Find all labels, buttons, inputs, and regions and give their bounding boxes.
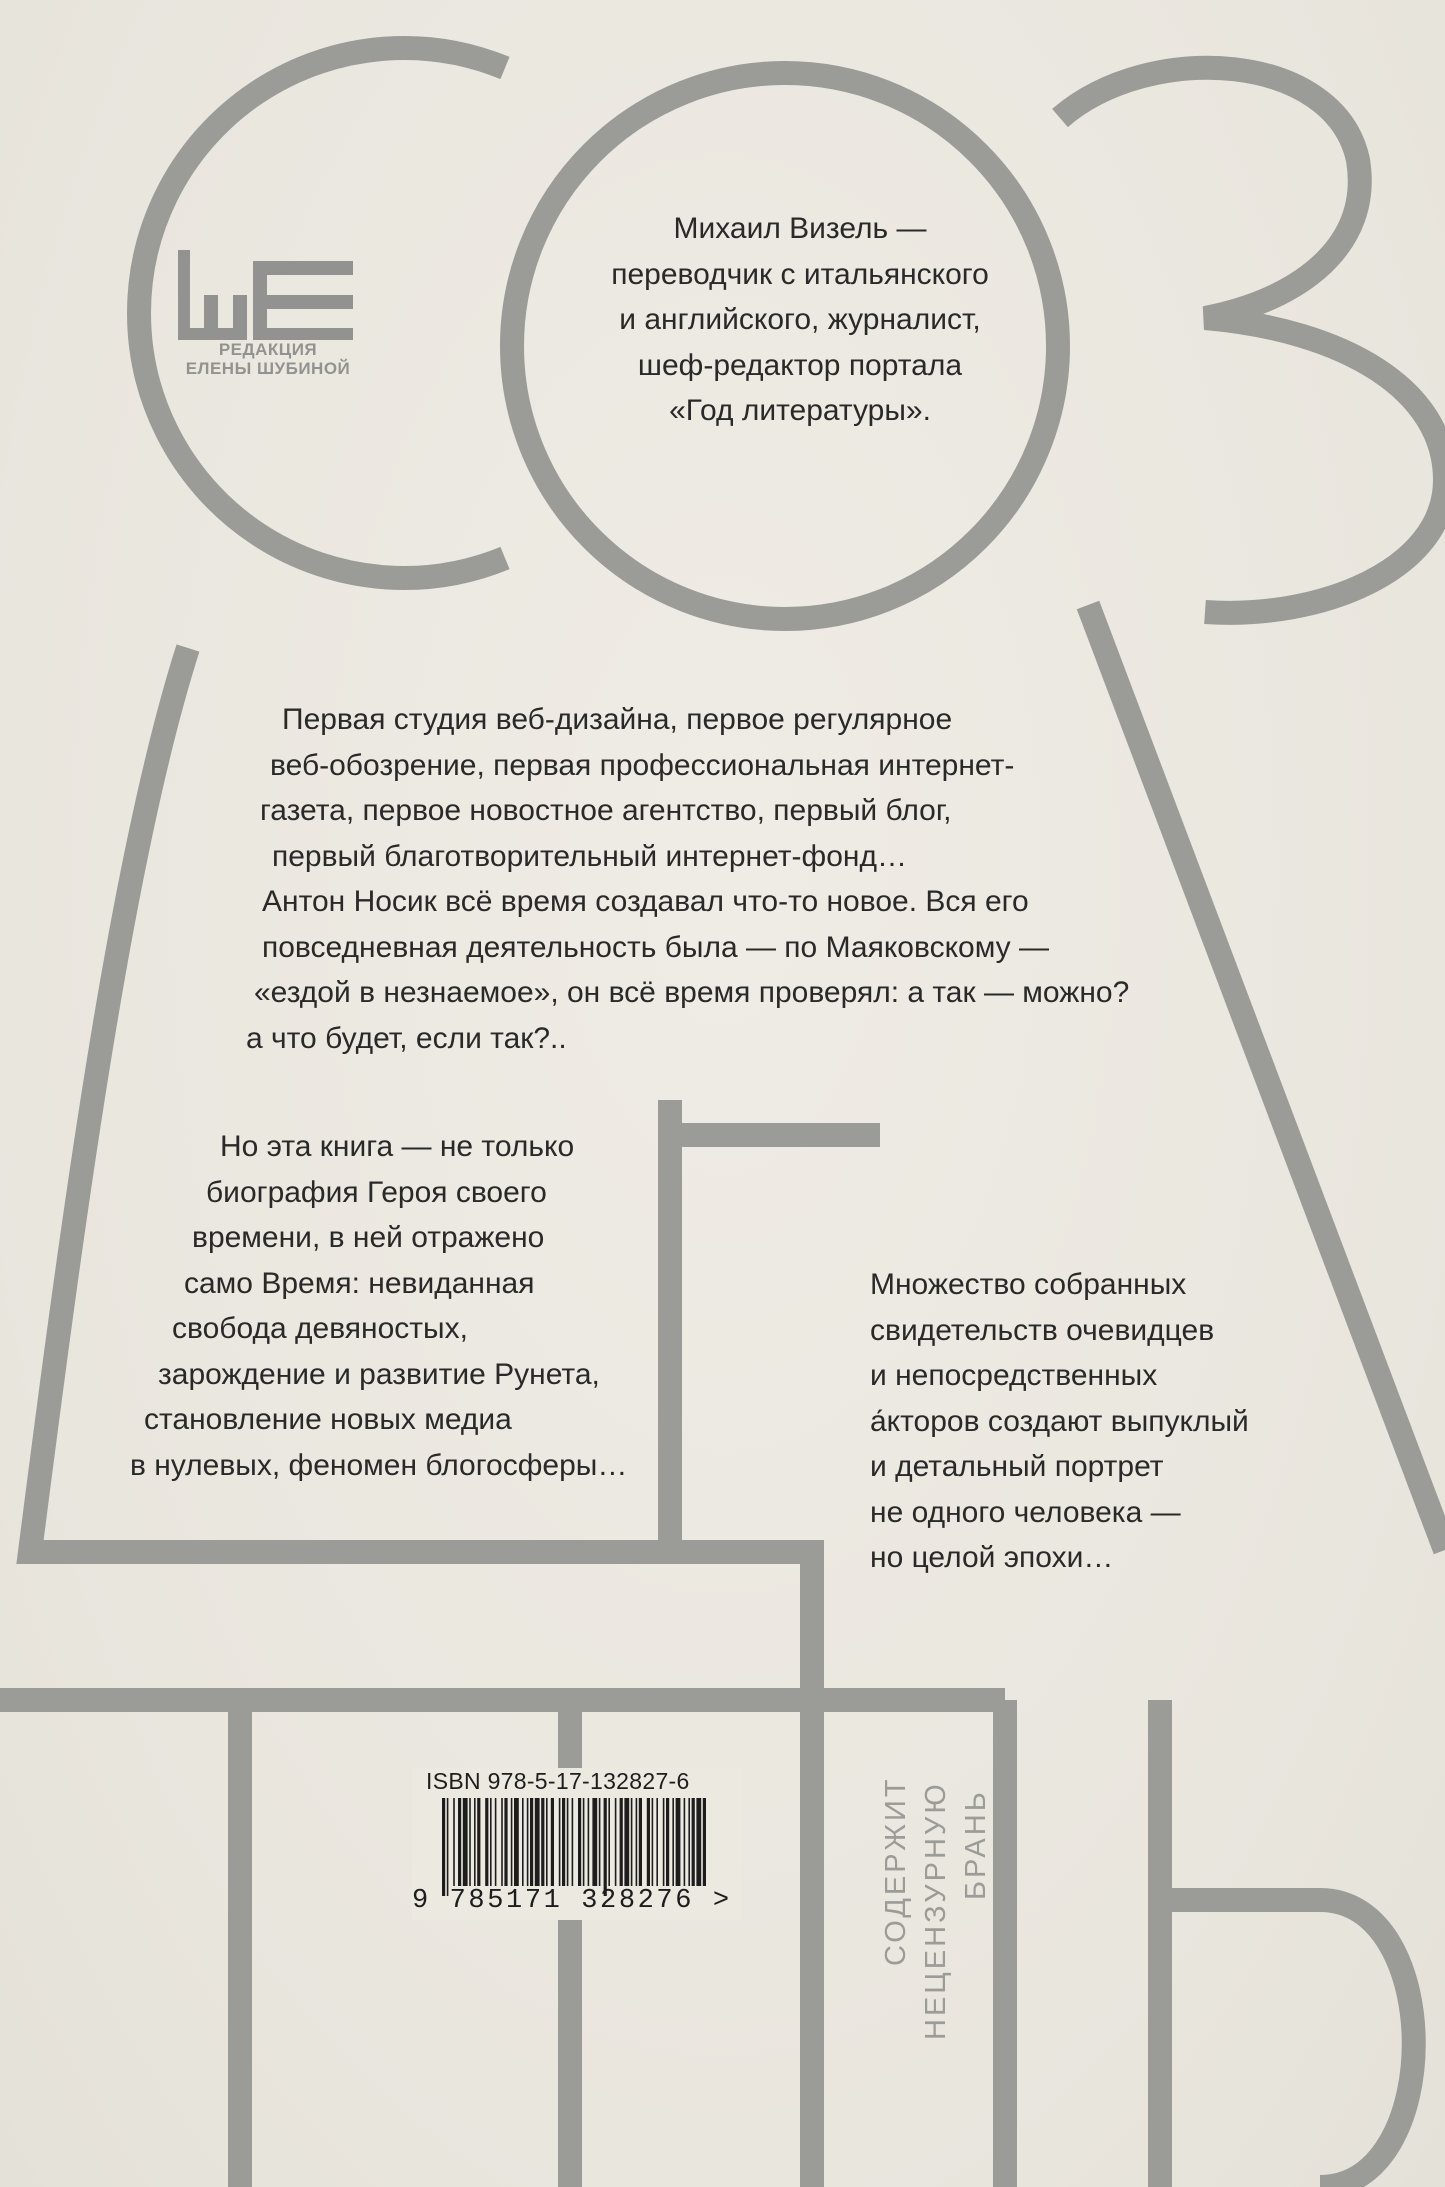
annotation-line: Множество собранных bbox=[870, 1268, 1187, 1301]
barcode-bar bbox=[474, 1798, 476, 1886]
barcode-bar bbox=[442, 1798, 445, 1896]
barcode-bar bbox=[652, 1798, 654, 1886]
isbn-label: ISBN 978-5-17-132827-6 bbox=[426, 1768, 690, 1794]
barcode-bar bbox=[485, 1798, 488, 1886]
barcode-bar bbox=[656, 1798, 658, 1886]
bio-line: Михаил Визель — bbox=[673, 212, 927, 245]
barcode-bar bbox=[692, 1798, 695, 1886]
barcode-bar bbox=[447, 1798, 449, 1896]
publisher-caption-line1: РЕДАКЦИЯ bbox=[218, 340, 318, 359]
barcode-bar bbox=[688, 1798, 690, 1886]
barcode-bars bbox=[442, 1798, 707, 1896]
annotation-line: свобода девяностых, bbox=[172, 1312, 468, 1345]
barcode-bar bbox=[672, 1798, 674, 1886]
barcode-bar bbox=[572, 1798, 574, 1886]
barcode-bar bbox=[495, 1798, 497, 1886]
barcode-bar bbox=[511, 1798, 513, 1886]
barcode-bar bbox=[522, 1798, 524, 1886]
annotation-line: само Время: невиданная bbox=[184, 1266, 535, 1300]
barcode-bar bbox=[469, 1798, 471, 1886]
annotation-line: Антон Носик всё время создавал что-то новое. Вся его bbox=[262, 885, 1029, 918]
author-bio bbox=[560, 206, 1040, 434]
annotation-line: становление новых медиа bbox=[144, 1403, 512, 1436]
barcode-bar bbox=[583, 1798, 585, 1886]
barcode-bar bbox=[514, 1798, 519, 1886]
annotation-line: Первая студия веб-дизайна, первое регулярное bbox=[282, 703, 953, 736]
barcode-bar bbox=[504, 1798, 507, 1886]
annotation-line: газета, первое новостное агентство, первый блог, bbox=[260, 794, 952, 827]
barcode-bar bbox=[490, 1798, 492, 1886]
content-warning bbox=[880, 1740, 1000, 2040]
annotation-line: первый благотворительный интернет-фонд… bbox=[272, 839, 907, 873]
barcode-bar bbox=[608, 1798, 610, 1886]
barcode-bar bbox=[559, 1798, 561, 1886]
barcode-bar bbox=[684, 1798, 686, 1886]
annotation-line: и непосредственных bbox=[870, 1359, 1158, 1392]
barcode-bar bbox=[636, 1798, 638, 1886]
annotation-second bbox=[120, 1124, 680, 1488]
barcode-bar bbox=[530, 1798, 533, 1886]
barcode-bar bbox=[639, 1798, 642, 1886]
barcode-bar bbox=[562, 1798, 565, 1886]
bio-line: «Год литературы». bbox=[669, 394, 931, 427]
annotation-main bbox=[200, 697, 1160, 1061]
annotation-line: не одного человека — bbox=[870, 1495, 1181, 1529]
annotation-line: времени, в ней отражено bbox=[192, 1221, 545, 1254]
barcode-bar bbox=[541, 1798, 544, 1886]
bio-line: и английского, журналист, bbox=[619, 303, 981, 336]
annotation-line: но целой эпохи… bbox=[870, 1541, 1114, 1574]
barcode-bar bbox=[551, 1798, 554, 1886]
barcode-bar bbox=[663, 1798, 665, 1886]
barcode-bar bbox=[501, 1798, 503, 1886]
barcode-bar bbox=[676, 1798, 681, 1886]
barcode-bar bbox=[592, 1798, 597, 1886]
barcode-bar bbox=[567, 1798, 569, 1886]
barcode-bar bbox=[588, 1798, 590, 1886]
annotation-line: и детальный портрет bbox=[870, 1450, 1164, 1483]
barcode-digits: 9 785171 328276 > bbox=[412, 1886, 732, 1916]
barcode-bar bbox=[599, 1798, 601, 1886]
barcode-bar bbox=[696, 1798, 701, 1886]
barcode-bar bbox=[463, 1798, 468, 1886]
warning-line2: НЕЦЕНЗУРНУЮ bbox=[920, 1781, 952, 2040]
barcode-bar bbox=[535, 1798, 540, 1886]
bio-line: переводчик с итальянского bbox=[611, 257, 989, 291]
publisher-mark-icon bbox=[178, 240, 358, 340]
annotation-line: повседневная деятельность была — по Маяковскому — bbox=[262, 930, 1050, 964]
annotation-line: а́кторов создают выпуклый bbox=[870, 1404, 1249, 1438]
barcode-bar bbox=[703, 1798, 706, 1886]
bio-line: шеф-редактор портала bbox=[637, 348, 963, 382]
letter-soft-sign bbox=[1160, 1700, 1414, 2187]
publisher-logo bbox=[178, 240, 358, 378]
isbn-barcode bbox=[412, 1768, 742, 1920]
barcode-bar bbox=[647, 1798, 650, 1886]
barcode-bar bbox=[615, 1798, 617, 1886]
barcode-bar bbox=[578, 1798, 581, 1886]
publisher-caption-line2: ЕЛЕНЫ ШУБИНОЙ bbox=[185, 359, 351, 378]
barcode-bar bbox=[477, 1798, 480, 1886]
warning-line3: БРАНЬ bbox=[960, 1789, 992, 1900]
annotation-line: веб-обозрение, первая профессиональная интернет- bbox=[270, 748, 1015, 782]
barcode-bar bbox=[604, 1798, 607, 1896]
annotation-line: зарождение и развитие Рунета, bbox=[158, 1357, 600, 1391]
barcode-bar bbox=[453, 1798, 455, 1886]
barcode-bar bbox=[458, 1798, 461, 1886]
barcode-bar bbox=[624, 1798, 629, 1886]
letter-z bbox=[1060, 68, 1445, 613]
annotation-line: а что будет, если так?.. bbox=[246, 1021, 567, 1055]
annotation-line: биография Героя своего bbox=[206, 1175, 547, 1209]
annotation-line: свидетельств очевидцев bbox=[870, 1313, 1215, 1347]
barcode-bar bbox=[666, 1798, 669, 1886]
barcode-bar bbox=[620, 1798, 623, 1886]
annotation-line: «ездой в незнаемое», он всё время проверял: а так — можно? bbox=[254, 976, 1130, 1009]
barcode-bar bbox=[631, 1798, 633, 1886]
annotation-line: в нулевых, феномен блогосферы… bbox=[130, 1448, 628, 1482]
barcode-bar bbox=[546, 1798, 548, 1886]
annotation-third bbox=[870, 1262, 1330, 1581]
annotation-line: Но эта книга — не только bbox=[220, 1130, 575, 1163]
barcode-bar bbox=[527, 1798, 529, 1886]
warning-line1: СОДЕРЖИТ bbox=[880, 1776, 912, 1966]
